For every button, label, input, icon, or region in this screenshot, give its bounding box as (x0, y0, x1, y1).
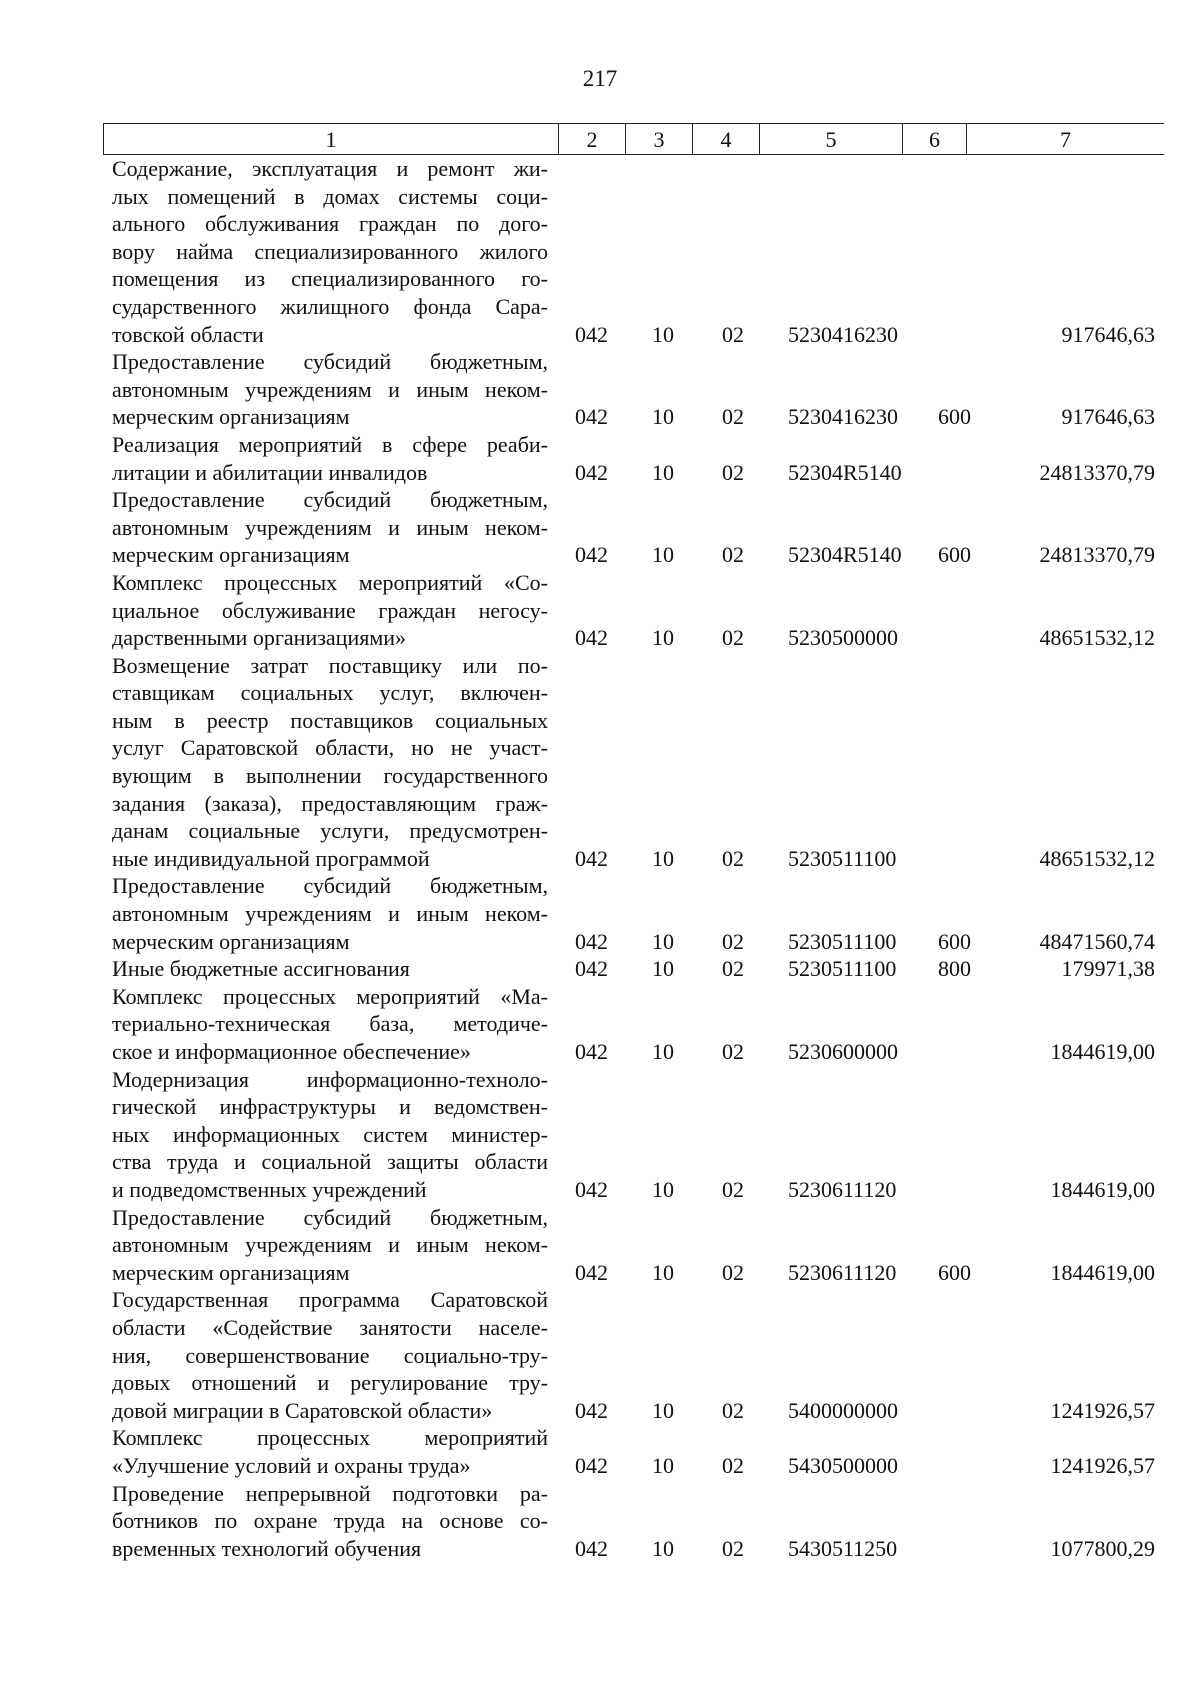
amount: 1077800,29 (1050, 1535, 1155, 1561)
section-code: 10 (652, 1535, 674, 1561)
amount: 48471560,74 (1039, 928, 1155, 954)
description-line: Иные бюджетные ассигнования (112, 956, 410, 982)
ministry-code: 042 (575, 1039, 608, 1064)
subsection-code: 02 (722, 321, 744, 347)
target-article-code: 5230500000 (788, 625, 898, 651)
header-col-7: 7 (1060, 127, 1071, 152)
section-code: 10 (652, 1397, 674, 1423)
section-code: 10 (652, 459, 674, 485)
ministry-code: 042 (575, 1259, 608, 1285)
row-values (0, 1535, 1200, 1563)
subsection-code: 02 (722, 1259, 744, 1285)
description-line: довой миграции в Саратовской области» (112, 1397, 493, 1423)
description-line: дарственными организациями» (112, 625, 407, 651)
target-article-code: 5230511100 (788, 928, 897, 954)
row-values (0, 1176, 1200, 1204)
section-code: 10 (652, 404, 674, 430)
row-values (0, 541, 1200, 569)
amount: 1241926,57 (1050, 1397, 1155, 1423)
amount: 1241926,57 (1050, 1452, 1155, 1478)
section-code: 10 (652, 321, 674, 347)
header-col-5: 5 (760, 124, 903, 154)
subsection-code: 02 (722, 1176, 744, 1202)
ministry-code: 042 (575, 1535, 608, 1561)
amount: 917646,63 (1061, 404, 1155, 430)
expense-type-code: 800 (938, 956, 971, 982)
target-article-code: 5230511100 (788, 956, 897, 982)
description-line: ных информационных систем министер- (112, 1121, 548, 1147)
subsection-code: 02 (722, 459, 744, 485)
description-line: мерческим организациям (112, 928, 350, 954)
amount: 1844619,00 (1050, 1039, 1155, 1064)
table-row (0, 955, 1200, 983)
section-code: 10 (652, 542, 674, 568)
table-row (0, 1424, 1200, 1479)
expense-type-code: 600 (938, 404, 971, 430)
description-line: Комплекс процессных мероприятий (112, 1425, 548, 1451)
ministry-code: 042 (575, 625, 608, 651)
description-line: помещения из специализированного го- (112, 266, 548, 292)
description-line: временных технологий обучения (112, 1535, 422, 1561)
description-line: Государственная программа Саратовской (112, 1287, 548, 1313)
description-line: довых отношений и регулирование тру- (112, 1370, 548, 1396)
description-line: лых помещений в домах системы соци- (112, 183, 548, 209)
description-line: «Улучшение условий и охраны труда» (112, 1452, 471, 1478)
subsection-code: 02 (722, 956, 744, 982)
row-values (0, 955, 1200, 983)
table-body (0, 155, 1200, 1562)
description-line: мерческим организациям (112, 1259, 350, 1285)
subsection-code: 02 (722, 1452, 744, 1478)
header-col-1: 1 (104, 124, 559, 154)
description-line: задания (заказа), предоставляющим граж- (112, 790, 548, 816)
target-article-code: 52304R5140 (788, 542, 902, 568)
section-code: 10 (652, 1259, 674, 1285)
description-line: Предоставление субсидий бюджетным, (112, 873, 548, 899)
target-article-code: 5230611120 (788, 1176, 897, 1202)
row-values (0, 1452, 1200, 1480)
description-line: литации и абилитации инвалидов (112, 459, 428, 485)
subsection-code: 02 (722, 845, 744, 871)
description-line: автономным учреждениям и иным неком- (112, 1232, 548, 1258)
description-line: Предоставление субсидий бюджетным, (112, 487, 548, 513)
row-values (0, 321, 1200, 349)
row-values (0, 1397, 1200, 1425)
row-values (0, 928, 1200, 956)
amount: 24813370,79 (1039, 459, 1155, 485)
description-line: мерческим организациям (112, 542, 350, 568)
subsection-code: 02 (722, 625, 744, 651)
description-line: Модернизация информационно-техноло- (112, 1066, 548, 1092)
subsection-code: 02 (722, 1535, 744, 1561)
target-article-code: 5230416230 (788, 404, 898, 430)
target-article-code: 5230600000 (788, 1039, 898, 1064)
subsection-code: 02 (722, 1039, 744, 1064)
description-line: ства труда и социальной защиты области (112, 1149, 548, 1175)
description-line: Предоставление субсидий бюджетным, (112, 349, 548, 375)
description-line: гической инфраструктуры и ведомствен- (112, 1094, 548, 1120)
description-line: ального обслуживания граждан по дого- (112, 211, 548, 237)
ministry-code: 042 (575, 1452, 608, 1478)
target-article-code: 52304R5140 (788, 459, 902, 485)
ministry-code: 042 (575, 542, 608, 568)
expense-type-code: 600 (938, 928, 971, 954)
subsection-code: 02 (722, 1397, 744, 1423)
expense-type-code: 600 (938, 542, 971, 568)
amount: 1844619,00 (1050, 1259, 1155, 1285)
header-col-6: 6 (903, 124, 967, 154)
page-number: 217 (582, 66, 618, 91)
row-values (0, 403, 1200, 431)
row-values (0, 1259, 1200, 1287)
expense-type-code: 600 (938, 1259, 971, 1285)
description-line: автономным учреждениям и иным неком- (112, 901, 548, 927)
ministry-code: 042 (575, 1397, 608, 1423)
header-col-2: 2 (559, 124, 626, 154)
description-line: и подведомственных учреждений (112, 1176, 427, 1202)
description-line: ставщикам социальных услуг, включен- (112, 680, 548, 706)
description-line: ным в реестр поставщиков социальных (112, 707, 548, 733)
section-code: 10 (652, 956, 674, 982)
target-article-code: 5430511250 (788, 1535, 898, 1561)
description-line: Предоставление субсидий бюджетным, (112, 1204, 548, 1230)
description-line: области «Содействие занятости населе- (112, 1314, 548, 1340)
description-line: вору найма специализированного жилого (112, 238, 548, 264)
description-line: ния, совершенствование социально-тру- (112, 1342, 548, 1368)
ministry-code: 042 (575, 459, 608, 485)
row-values (0, 845, 1200, 873)
description-line: автономным учреждениям и иным неком- (112, 514, 548, 540)
amount: 48651532,12 (1039, 625, 1155, 651)
description-line: териально-техническая база, методиче- (112, 1011, 548, 1037)
description-line: услуг Саратовской области, но не участ- (112, 735, 548, 761)
description-line: ботников по охране труда на основе со- (112, 1508, 548, 1534)
section-code: 10 (652, 1039, 674, 1064)
ministry-code: 042 (575, 928, 608, 954)
row-values (0, 1038, 1200, 1066)
description-line: ское и информационное обеспечение» (112, 1039, 471, 1064)
section-code: 10 (652, 1176, 674, 1202)
description-line: Проведение непрерывной подготовки ра- (112, 1480, 548, 1506)
description-line: ные индивидуальной программой (112, 845, 430, 871)
description-line: Комплекс процессных мероприятий «Со- (112, 569, 548, 595)
amount: 1844619,00 (1050, 1176, 1155, 1202)
table-row (0, 569, 1200, 652)
table-row (0, 1204, 1200, 1287)
table-row (0, 1480, 1200, 1563)
header-col-3: 3 (626, 124, 693, 154)
section-code: 10 (652, 845, 674, 871)
table-row (0, 872, 1200, 955)
ministry-code: 042 (575, 845, 608, 871)
row-values (0, 459, 1200, 487)
amount: 24813370,79 (1039, 542, 1155, 568)
ministry-code: 042 (575, 404, 608, 430)
target-article-code: 5230611120 (788, 1259, 897, 1285)
table-header (103, 123, 1164, 155)
row-description (112, 155, 548, 348)
description-line: сударственного жилищного фонда Сара- (112, 293, 548, 319)
subsection-code: 02 (722, 542, 744, 568)
section-code: 10 (652, 928, 674, 954)
ministry-code: 042 (575, 321, 608, 347)
description-line: вующим в выполнении государственного (112, 763, 548, 789)
table-row (0, 348, 1200, 431)
target-article-code: 5430500000 (788, 1452, 898, 1478)
table-row (0, 652, 1200, 873)
ministry-code: 042 (575, 956, 608, 982)
table-row (0, 486, 1200, 569)
description-line: мерческим организациям (112, 404, 350, 430)
target-article-code: 5230511100 (788, 845, 897, 871)
row-description (112, 652, 548, 873)
table-row (0, 431, 1200, 486)
header-col-4: 4 (693, 124, 760, 154)
description-line: Реализация мероприятий в сфере реаби- (112, 431, 548, 457)
section-code: 10 (652, 1452, 674, 1478)
target-article-code: 5400000000 (788, 1397, 898, 1423)
description-line: циальное обслуживание граждан негосу- (112, 597, 548, 623)
description-line: данам социальные услуги, предусмотрен- (112, 818, 548, 844)
description-line: Комплекс процессных мероприятий «Ма- (112, 983, 548, 1009)
table-row (0, 155, 1200, 348)
target-article-code: 5230416230 (788, 321, 898, 347)
row-values (0, 624, 1200, 652)
table-row (0, 1286, 1200, 1424)
amount: 917646,63 (1061, 321, 1155, 347)
subsection-code: 02 (722, 404, 744, 430)
description-line: Содержание, эксплуатация и ремонт жи- (112, 156, 548, 181)
amount: 179971,38 (1061, 956, 1155, 982)
section-code: 10 (652, 625, 674, 651)
description-line: автономным учреждениям и иным неком- (112, 376, 548, 402)
description-line: товской области (112, 321, 264, 347)
description-line: Возмещение затрат поставщику или по- (112, 652, 548, 678)
amount: 48651532,12 (1039, 845, 1155, 871)
subsection-code: 02 (722, 928, 744, 954)
ministry-code: 042 (575, 1176, 608, 1202)
table-row (0, 1066, 1200, 1204)
table-row (0, 983, 1200, 1066)
